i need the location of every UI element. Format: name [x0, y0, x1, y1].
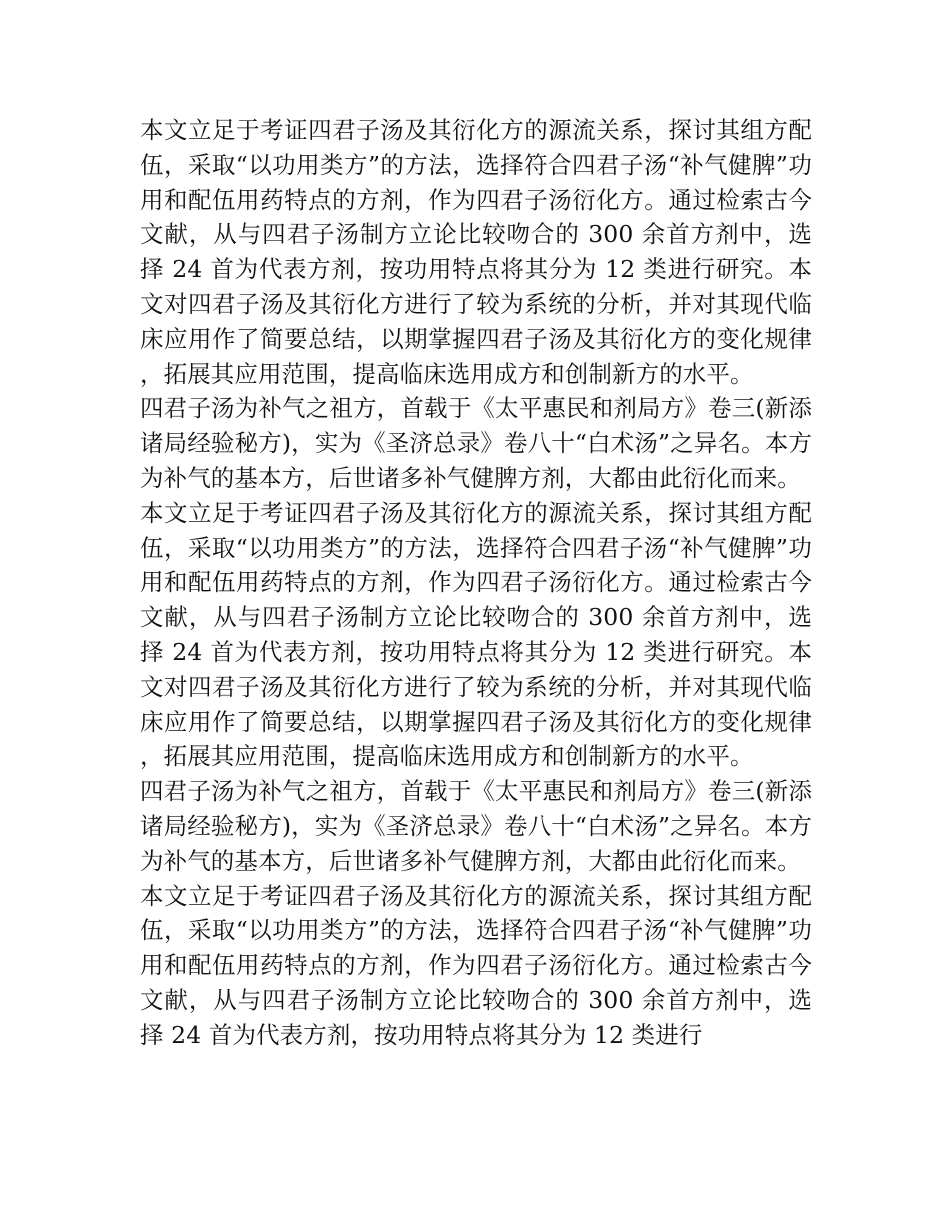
- paragraph: 本文立足于考证四君子汤及其衍化方的源流关系，探讨其组方配伍，采取“以功用类方”的方法，选择符合四君子汤“补气健脾”功用和配伍用药特点的方剂，作为四君子汤衍化方。通过检索古今文献，从与四君子汤制方立论比较吻合的 300 余首方剂中，选择 24 首为代表方剂，按功用特点将其分为 12 类进行研究。本文对四君子汤及其衍化方进行了较为系统的分析，并对其现代临床应用作了简要总结，以期掌握四君子汤及其衍化方的变化规律，拓展其应用范围，提高临床选用成方和创制新方的水平。: [140, 116, 812, 388]
- paragraph: 四君子汤为补气之祖方，首载于《太平惠民和剂局方》卷三(新添诸局经验秘方)，实为《圣济总录》卷八十“白术汤”之异名。本方为补气的基本方，后世诸多补气健脾方剂，大都由此衍化而来。: [140, 394, 812, 492]
- paragraph: 本文立足于考证四君子汤及其衍化方的源流关系，探讨其组方配伍，采取“以功用类方”的方法，选择符合四君子汤“补气健脾”功用和配伍用药特点的方剂，作为四君子汤衍化方。通过检索古今文献，从与四君子汤制方立论比较吻合的 300 余首方剂中，选择 24 首为代表方剂，按功用特点将其分为 12 类进行研究。本文对四君子汤及其衍化方进行了较为系统的分析，并对其现代临床应用作了简要总结，以期掌握四君子汤及其衍化方的变化规律，拓展其应用范围，提高临床选用成方和创制新方的水平。: [140, 498, 812, 771]
- document-body: [140, 113, 812, 1053]
- paragraph: 本文立足于考证四君子汤及其衍化方的源流关系，探讨其组方配伍，采取“以功用类方”的方法，选择符合四君子汤“补气健脾”功用和配伍用药特点的方剂，作为四君子汤衍化方。通过检索古今文献，从与四君子汤制方立论比较吻合的 300 余首方剂中，选择 24 首为代表方剂，按功用特点将其分为 12 类进行: [140, 881, 812, 1049]
- paragraph: 四君子汤为补气之祖方，首载于《太平惠民和剂局方》卷三(新添诸局经验秘方)，实为《圣济总录》卷八十“白术汤”之异名。本方为补气的基本方，后世诸多补气健脾方剂，大都由此衍化而来。: [140, 777, 812, 875]
